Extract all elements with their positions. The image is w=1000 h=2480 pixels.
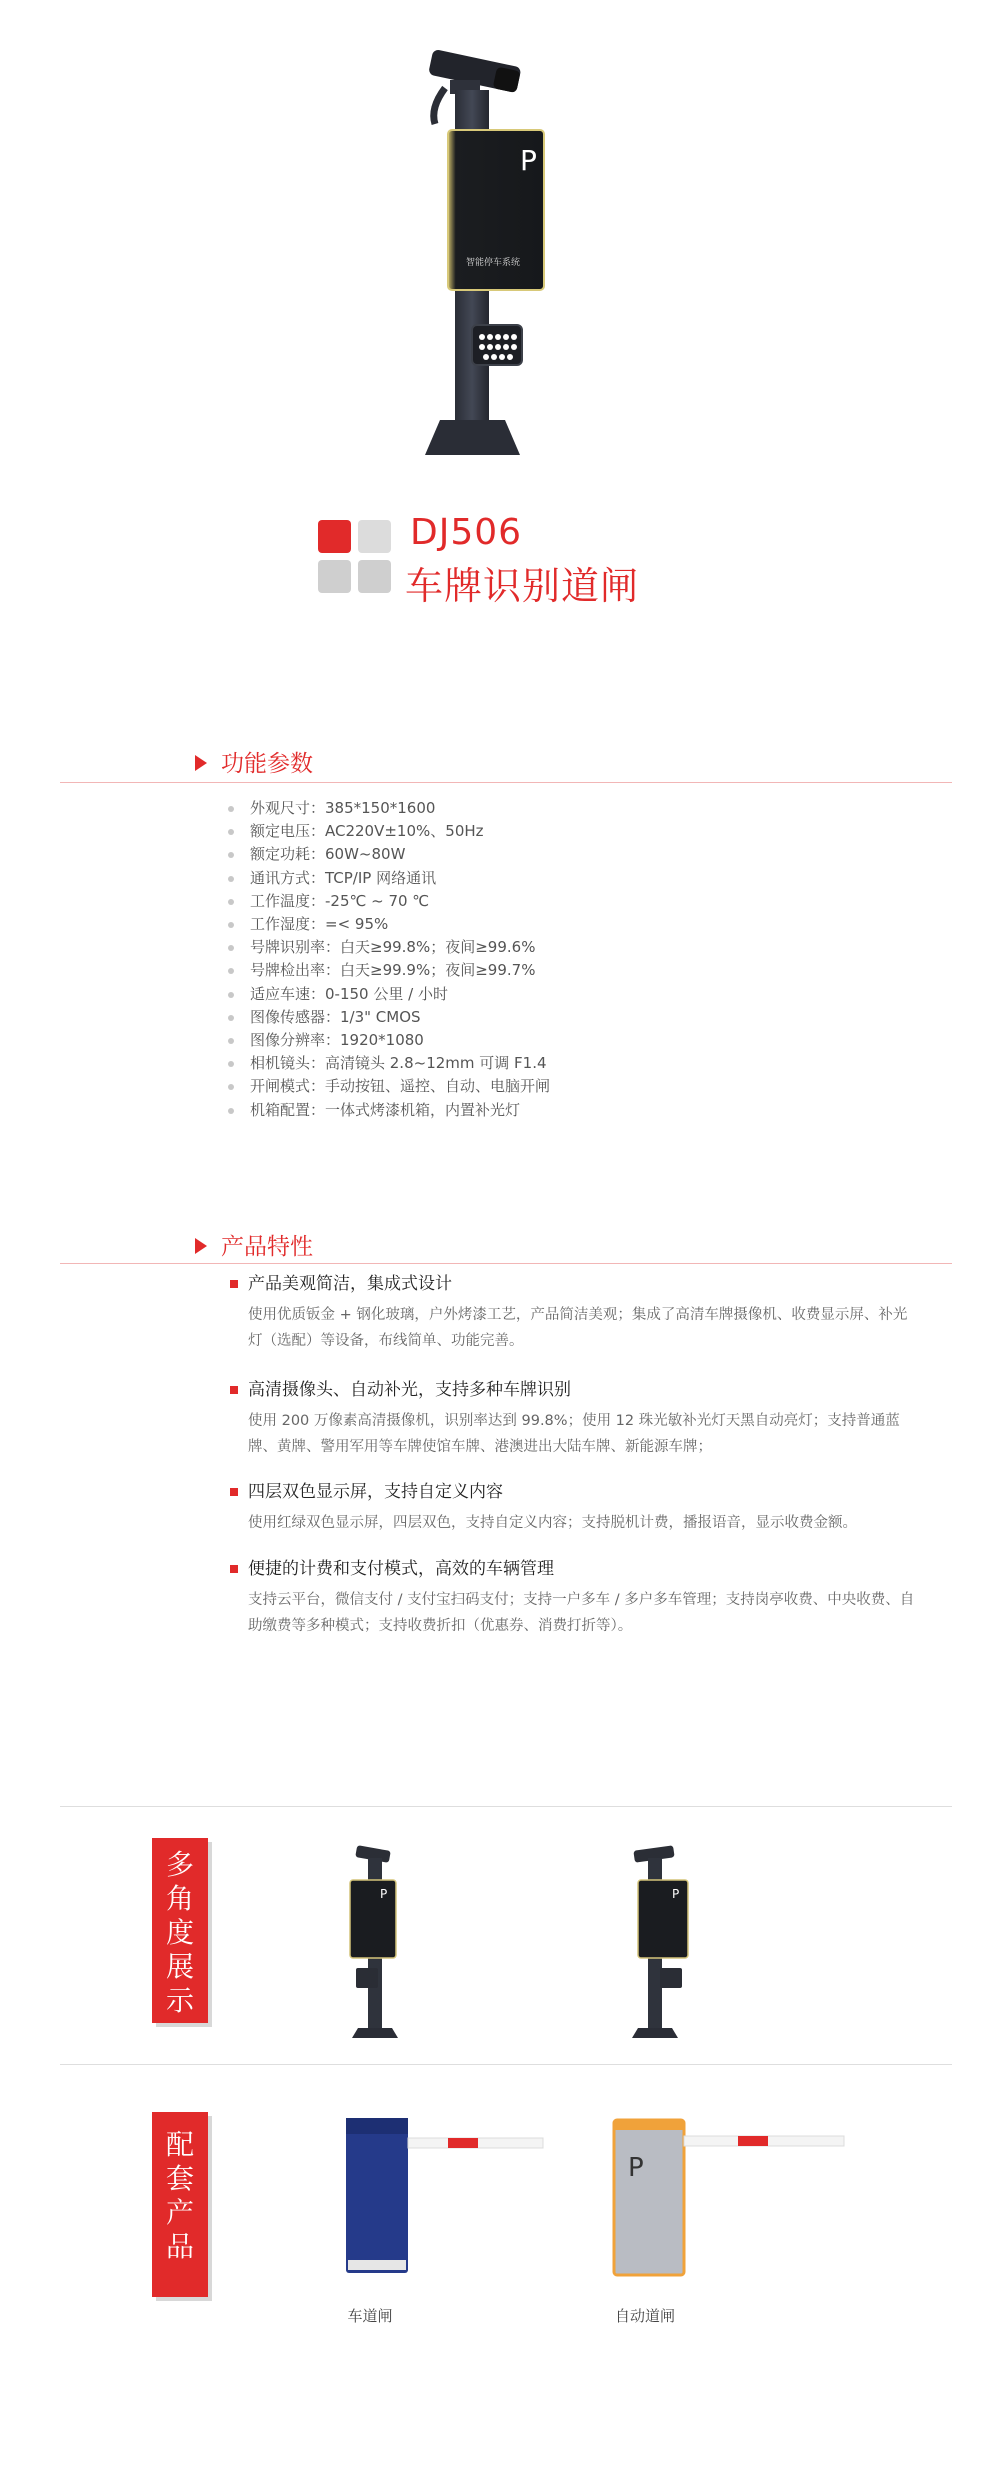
feature-title: 便捷的计费和支付模式，高效的车辆管理 [230,1557,930,1581]
feature-desc: 使用红绿双色显示屏，四层双色，支持自定义内容；支持脱机计费，播报语音，显示收费金额。 [248,1515,857,1531]
feature-item [230,1378,930,1460]
param-item: 开闸模式：手动按钮、遥控、自动、电脑开闸 [228,1075,828,1098]
barrier-brand: P [628,2153,644,2183]
panel-brand: P [520,144,537,177]
param-item: 号牌识别率：白天≥99.8%；夜间≥99.6% [228,936,828,959]
param-item: 外观尺寸：385*150*1600 [228,797,828,820]
params-list [228,797,828,1122]
panel-brand: P [380,1887,388,1901]
product-name: 车牌识别道闸 [405,564,640,608]
gallery-image-side [612,1840,712,2040]
accessory-image-auto-barrier [610,2110,850,2280]
feature-desc: 使用优质钣金 + 钢化玻璃，户外烤漆工艺，产品简洁美观；集成了高清车牌摄像机、收费显示屏、补光灯（选配）等设备，布线简单、功能完善。 [248,1307,908,1349]
triangle-icon [195,1238,207,1254]
gallery-image-front [330,1840,430,2040]
divider [60,1806,952,1807]
product-model: DJ506 [410,512,523,553]
features-section-title: 产品特性 [195,1228,313,1261]
panel-brand: P [672,1887,680,1901]
param-item: 号牌检出率：白天≥99.9%；夜间≥99.7% [228,959,828,982]
feature-title: 四层双色显示屏，支持自定义内容 [230,1480,930,1504]
feature-desc: 使用 200 万像素高清摄像机，识别率达到 99.8%；使用 12 珠光敏补光灯天黑自动亮灯；支持普通蓝牌、黄牌、警用军用等车牌使馆车牌、港澳进出大陆车牌、新能源车牌； [248,1413,900,1455]
param-item: 适应车速：0-150 公里 / 小时 [228,983,828,1006]
accessory-image-barrier [338,2110,548,2280]
hero-product-image [0,0,1000,480]
accessory-caption: 车道闸 [347,2307,393,2325]
param-item: 额定电压：AC220V±10%、50Hz [228,820,828,843]
param-item: 图像分辨率：1920*1080 [228,1029,828,1052]
brand-logo-squares [318,520,398,600]
divider [60,2064,952,2065]
accessory-caption: 自动道闸 [614,2307,675,2325]
params-section-title: 功能参数 [195,745,313,778]
param-item: 额定功耗：60W~80W [228,843,828,866]
feature-desc: 支持云平台，微信支付 / 支付宝扫码支付；支持一户多车 / 多户多车管理；支持岗亭收费、中央收费、自助缴费等多种模式；支持收费折扣（优惠券、消费打折等）。 [248,1592,915,1634]
feature-item [230,1272,930,1354]
gallery-tag: 多角度展示 [152,1838,208,2023]
param-item: 相机镜头：高清镜头 2.8~12mm 可调 F1.4 [228,1052,828,1075]
param-item: 工作湿度：=< 95% [228,913,828,936]
feature-item [230,1480,930,1536]
feature-title: 高清摄像头、自动补光，支持多种车牌识别 [230,1378,930,1402]
divider [60,782,952,783]
accessories-tag: 配套产品 [152,2112,208,2297]
panel-text: 智能停车系统 [466,258,521,268]
triangle-icon [195,755,207,771]
feature-title: 产品美观简洁，集成式设计 [230,1272,930,1296]
divider [60,1263,952,1264]
feature-item [230,1557,930,1639]
param-item: 通讯方式：TCP/IP 网络通讯 [228,867,828,890]
param-item: 机箱配置：一体式烤漆机箱，内置补光灯 [228,1099,828,1122]
param-item: 工作温度：-25℃ ~ 70 ℃ [228,890,828,913]
param-item: 图像传感器：1/3" CMOS [228,1006,828,1029]
